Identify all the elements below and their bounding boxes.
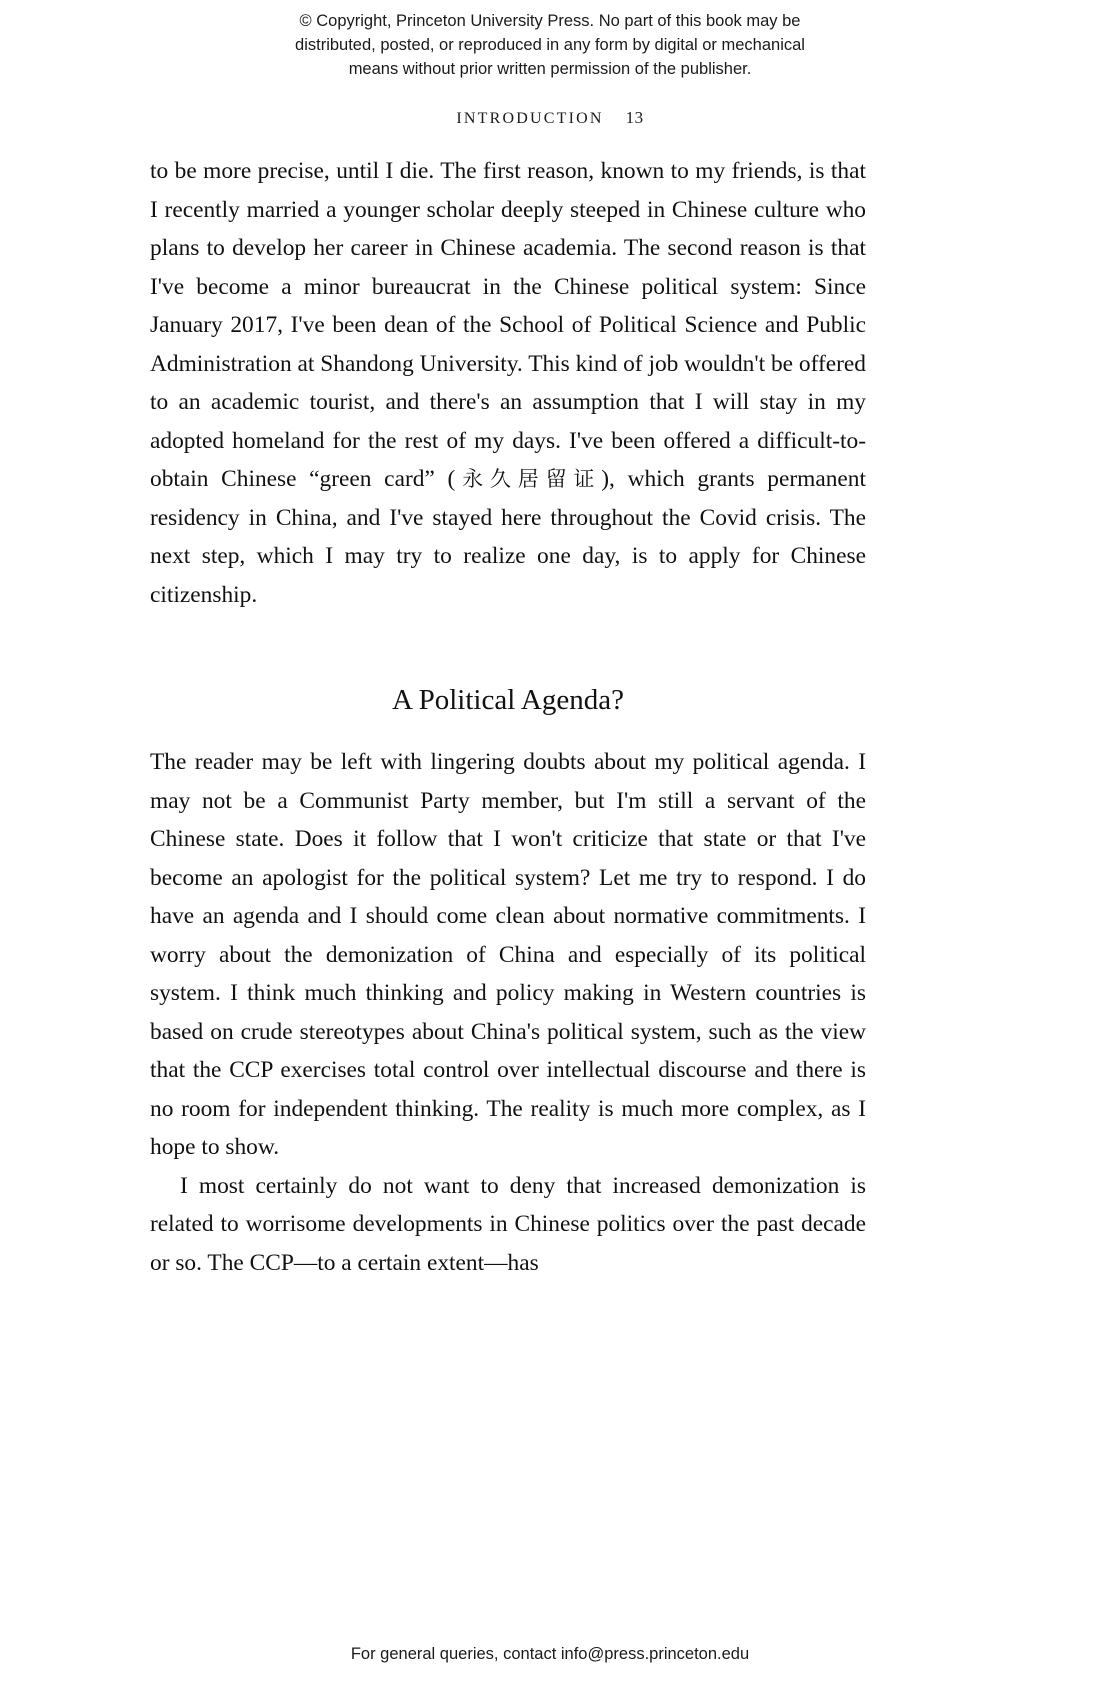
paragraph-2: The reader may be left with lingering doubts about my political agenda. I may not be a Communist Party member, but I'm still a servant of the Chinese state. Does it follow that I won't criticize that state or that I've become an apologist for the political system? Let me try to respond. I do have an agenda and I should come clean about normative commitments. I worry about the demonization of China and especially of its political system. I think much thinking and policy making in Western countries is based on crude stereotypes about China's political system, such as the view that the CCP exercises total control over intellectual discourse and there is no room for independent thinking. The reality is much more complex, as I hope to show. bbox=[150, 749, 866, 1160]
paragraph-1-continued: ), which grants permanent residency in China, and I've stayed here throughout the Covid crisis. The next step, which I may try to realize one day, is to apply for Chinese citizenship. bbox=[150, 466, 866, 608]
spacer-after-heading bbox=[150, 717, 866, 743]
spacer-before-heading bbox=[150, 614, 866, 684]
copyright-line-3: means without prior written permission of the publisher. bbox=[348, 59, 752, 78]
running-head-label: INTRODUCTION bbox=[456, 110, 604, 127]
section-heading: A Political Agenda? bbox=[392, 684, 624, 716]
footer-queries-note: For general queries, contact info@press.princeton.edu bbox=[350, 1645, 750, 1663]
paragraph-1-text: to be more precise, until I die. The first reason, known to my friends, is that I recently married a younger scholar deeply steeped in Chinese culture who plans to develop her career in Chinese academia. The second reason is that I've become a minor bureaucrat in the Chinese political system: Since January 2017, I've been dean of the School of Political Science and Public Administration at Shandong University. This kind of job wouldn't be offered to an academic tourist, and there's an assumption that I will stay in my adopted homeland for the rest of my days. I've been offered a difficult-to-obtain Chinese “green card” ( bbox=[150, 158, 866, 492]
text-block bbox=[150, 152, 866, 1282]
copyright-line-1: © Copyright, Princeton University Press. No part of this book may be bbox=[299, 12, 801, 30]
copyright-notice bbox=[0, 10, 1100, 82]
chinese-term-green-card: 永久居留证 bbox=[455, 467, 602, 491]
running-head bbox=[0, 108, 1100, 128]
paragraph-3: I most certainly do not want to deny that increased demonization is related to worrisome developments in Chinese politics over the past decade or so. The CCP—to a certain extent—has bbox=[150, 1172, 866, 1276]
copyright-line-2: distributed, posted, or reproduced in any form by digital or mechanical bbox=[295, 35, 805, 54]
paragraph-continuation bbox=[150, 152, 866, 614]
page-number: 13 bbox=[625, 108, 644, 127]
